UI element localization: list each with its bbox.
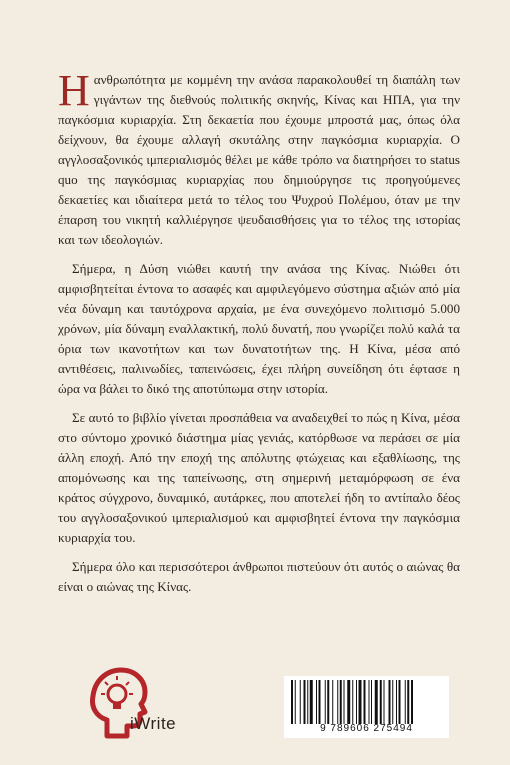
barcode-bar bbox=[352, 680, 353, 724]
barcode-bar bbox=[347, 680, 350, 724]
isbn-barcode bbox=[284, 676, 449, 738]
paragraph-3: Σε αυτό το βιβλίο γίνεται προσπάθεια να αναδειχθεί το πώς η Κίνα, μέσα στο σύντομο χρονικό διάστημα μίας γενιάς, κατόρθωσε να περάσει σε μία άλλη εποχή. Από την εποχή της απόλυτης φτώχειας και εξαθλίωσης, της απομόνωσης και της ταπείνωσης, στη σημερινή μεταμόρφωση σε ένα κράτος σύγχρονο, δυναμικό, αυτάρκες, που αποτελεί ήδη το αντίπαλο δέος του αγγλοσαξονικού ιμπεριαλισμού και αμφισβητεί έντονα την παγκόσμια κυριαρχία του. bbox=[58, 410, 460, 545]
barcode-bar bbox=[396, 680, 397, 724]
drop-cap: Η bbox=[58, 66, 90, 115]
barcode-bar bbox=[310, 680, 313, 724]
barcode-bar bbox=[364, 680, 366, 724]
barcode-bar bbox=[332, 680, 333, 724]
barcode-bar bbox=[340, 680, 342, 724]
paragraph-2: Σήμερα, η Δύση νιώθει καυτή την ανάσα της Κίνας. Νιώθει ότι αμφισβητείται έντονα το ασαφές και αμφιλεγόμενο σύστημα αξιών από μία νέα δύναμη και ταυτόχρονα αρχαία, με ένα συνεχόμενο πολιτισμό 5.000 χρόνων, μία δύναμη εναλλακτική, πολύ δυνατή, που γνωρίζει πολύ καλά τα όρια των ικανοτήτων και των δυνατοτήτων της. Η Κίνα, μέσα από αντιθέσεις, παλινωδίες, ταπεινώσεις, έχει πλήρη συνείδηση ότι έφτασε η ώρα να βάλει το δικό της αποτύπωμα στην ιστορία. bbox=[58, 261, 460, 396]
barcode-bar bbox=[319, 680, 321, 724]
barcode-bar bbox=[325, 680, 326, 724]
paragraph-1 bbox=[58, 66, 460, 250]
barcode-bar bbox=[300, 680, 301, 724]
barcode-bar bbox=[380, 680, 382, 724]
paragraph-1-text: ανθρωπότητα με κομμένη την ανάσα παρακολουθεί τη διαπάλη των γιγάντων της διεθνούς πολιτικής σκηνής, Κίνας και ΗΠΑ, για την παγκόσμια κυριαρχία. Στη δεκαετία που έχουμε μπροστά μας, όπως όλα δείχνουν, θα έχουμε αλλαγή σκυτάλης στην παγκόσμια κυριαρχία. Ο αγγλοσαξονικός ιμπεριαλισμός θέλει με κάθε τρόπο να διατηρήσει το status quo της παγκόσμιας κυριαρχίας που δημιούργησε τις προηγούμενες δεκαετίες και ιδιαίτερα μετά το τέλος του Ψυχρού Πολέμου, όταν με την έπαρση του νικητή καλλιέργησε ψευδαισθήσεις για το τέλος της ιστορίας και των ιδεολογιών. bbox=[58, 72, 460, 247]
barcode-bar bbox=[359, 680, 362, 724]
barcode-bar bbox=[337, 680, 338, 724]
barcode-bar bbox=[369, 680, 370, 724]
barcode-bar bbox=[411, 680, 413, 724]
barcode-bar bbox=[405, 680, 406, 724]
barcode-bar bbox=[316, 680, 317, 724]
barcode-bar bbox=[392, 680, 393, 724]
barcode-bar bbox=[407, 680, 409, 724]
back-cover-text bbox=[58, 66, 460, 606]
barcode-bar bbox=[327, 680, 329, 724]
barcode-bar bbox=[371, 680, 372, 724]
barcode-bar bbox=[291, 680, 293, 724]
publisher-name: iWrite bbox=[130, 714, 177, 733]
barcode-bar bbox=[375, 680, 378, 724]
barcode-bar bbox=[389, 680, 391, 724]
paragraph-4: Σήμερα όλο και περισσότεροι άνθρωποι πιστεύουν ότι αυτός ο αιώνας θα είναι ο αιώνας της Κίνας. bbox=[58, 559, 460, 594]
barcode-bar bbox=[344, 680, 345, 724]
barcode-bar bbox=[304, 680, 306, 724]
barcode-bar bbox=[356, 680, 357, 724]
barcode-digits: 9 789606 275494 bbox=[320, 723, 413, 734]
barcode-bar bbox=[384, 680, 385, 724]
barcode-bars bbox=[291, 680, 442, 724]
barcode-bar bbox=[307, 680, 308, 724]
barcode-bar bbox=[399, 680, 401, 724]
barcode-bar bbox=[295, 680, 296, 724]
